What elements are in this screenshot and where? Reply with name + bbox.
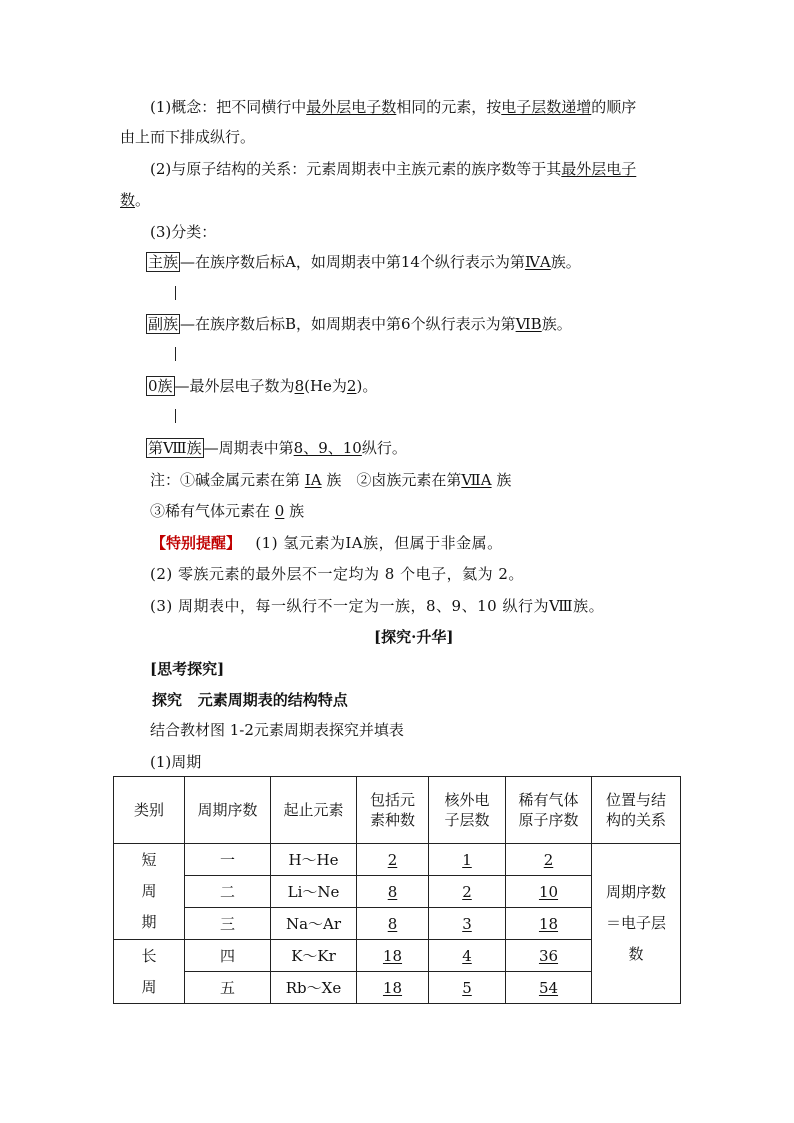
short-period-label: [114, 844, 185, 940]
header-element-count: [357, 777, 429, 844]
relation-cell: [592, 844, 681, 1004]
group-eight-box: 第Ⅷ族: [148, 439, 202, 457]
element-count-value: 18: [382, 978, 403, 997]
classify-zero-group: [146, 376, 377, 396]
start-end-elements: Na～Ar: [271, 908, 357, 940]
zero-group-mid: (He为: [304, 377, 347, 395]
concept-answer-2: 电子层数递增: [501, 98, 592, 116]
shell-count: [429, 908, 506, 940]
start-end-elements: Li～Ne: [271, 876, 357, 908]
reminder-line-1: [151, 533, 503, 553]
period-number: 五: [185, 972, 271, 1004]
header-period-number: 周期序数: [185, 777, 271, 844]
classify-sub-group: [146, 314, 572, 334]
relation-answer-cont: 数: [120, 191, 136, 209]
element-count-value: 18: [382, 946, 403, 965]
concept-answer-1: 最外层电子数: [306, 98, 397, 116]
noble-gas-value: 36: [538, 946, 559, 965]
zero-group-text: —最外层电子数为: [174, 377, 295, 395]
connector-bar-1: [175, 286, 176, 300]
main-group-text: —在族序数后标A，如周期表中第14个纵行表示为第: [180, 253, 525, 271]
relation-line-2: [120, 190, 150, 210]
noble-gas-value: 18: [538, 914, 559, 933]
table-row: [114, 844, 681, 876]
connector-bar-2: [175, 347, 176, 361]
period-sub-heading: (1)周期: [150, 753, 202, 771]
shell-count: [429, 940, 506, 972]
shell-count-value: 1: [462, 850, 472, 869]
concept-line-1: [150, 97, 636, 117]
period-number: 二: [185, 876, 271, 908]
element-count: [357, 940, 429, 972]
classify-heading: (3)分类：: [150, 223, 217, 241]
connector-bar-3: [175, 409, 176, 423]
reminder-tag: 【特别提醒】: [151, 534, 242, 552]
start-end-elements: H～He: [271, 844, 357, 876]
header-noble-gas-text: 稀有气体原子序数: [518, 791, 579, 829]
period-table: [113, 776, 681, 1004]
short-label-char: 期: [141, 913, 157, 931]
element-count-value: 2: [387, 850, 398, 869]
main-group-answer: ⅣA: [524, 253, 551, 271]
header-category: 类别: [114, 777, 185, 844]
reminder-item-2: (2) 零族元素的最外层不一定均为 8 个电子，氦为 2。: [150, 565, 524, 583]
noble-gas-value: 10: [538, 882, 559, 901]
classify-group-eight: [146, 438, 407, 458]
sub-group-text: —在族序数后标B，如周期表中第6个纵行表示为第: [180, 315, 516, 333]
table-header-row: [114, 777, 681, 844]
concept-text-mid: 相同的元素，按: [396, 98, 502, 116]
main-group-end: 族。: [550, 253, 581, 271]
element-count: [357, 972, 429, 1004]
shell-count-value: 3: [462, 914, 472, 933]
shell-count: [429, 876, 506, 908]
header-element-count-text: 包括元素种数: [369, 791, 415, 829]
relation-answer: 最外层电子: [561, 160, 637, 178]
header-shell-count: [429, 777, 506, 844]
relation-line-1: [150, 159, 636, 179]
long-period-label: [114, 940, 185, 1004]
period-number: 三: [185, 908, 271, 940]
relation-line: ＝电子层: [605, 914, 666, 932]
group-eight-end: 纵行。: [361, 439, 407, 457]
shell-count-value: 5: [462, 978, 472, 997]
header-relation: [592, 777, 681, 844]
shell-count: [429, 844, 506, 876]
shell-count: [429, 972, 506, 1004]
long-label-char: 周: [141, 977, 157, 996]
header-relation-text: 位置与结构的关系: [605, 791, 666, 829]
zero-group-answer-1: 8: [294, 377, 305, 395]
note-answer-3: 0: [274, 502, 285, 520]
start-end-elements: Rb～Xe: [271, 972, 357, 1004]
element-count-value: 8: [387, 914, 398, 933]
start-end-elements: K～Kr: [271, 940, 357, 972]
main-group-box: 主族: [148, 253, 179, 271]
note-line-2: [150, 501, 304, 521]
element-count: [357, 844, 429, 876]
instruction-text: 结合教材图 1-2元素周期表探究并填表: [150, 721, 404, 739]
relation-line: 周期序数: [605, 883, 666, 901]
group-eight-text: —周期表中第: [203, 439, 294, 457]
group-eight-answer: 8、9、10: [293, 439, 362, 457]
zero-group-answer-2: 2: [346, 377, 357, 395]
relation-text: (2)与原子结构的关系：元素周期表中主族元素的族序数等于其: [150, 160, 562, 178]
noble-gas-number: [506, 972, 592, 1004]
reminder-item-3: (3) 周期表中，每一纵行不一定为一族，8、9、10 纵行为Ⅷ族。: [150, 597, 605, 615]
concept-line-2: 由上而下排成纵行。: [120, 128, 256, 146]
header-shell-count-text: 核外电子层数: [444, 791, 490, 829]
element-count-value: 8: [387, 882, 398, 901]
header-start-end: 起止元素: [271, 777, 357, 844]
short-label-char: 短: [141, 851, 157, 869]
noble-gas-value: 54: [538, 978, 559, 997]
note-answer-2: ⅦA: [461, 471, 492, 489]
element-count: [357, 876, 429, 908]
reminder-item-1: (1) 氢元素为ⅠA族，但属于非金属。: [255, 534, 503, 552]
note-text: 注：①碱金属元素在第: [150, 471, 301, 489]
noble-gas-number: [506, 940, 592, 972]
note-answer-1: ⅠA: [304, 471, 322, 489]
explore-title: 元素周期表的结构特点: [197, 691, 348, 709]
header-noble-gas: [506, 777, 592, 844]
think-title: [思考探究]: [150, 660, 225, 678]
note-text-mid: 族 ②卤族元素在第: [326, 471, 462, 489]
note-text-end: 族: [496, 471, 512, 489]
note-text-2: ③稀有气体元素在: [150, 502, 271, 520]
classify-main-group: [146, 252, 581, 272]
element-count: [357, 908, 429, 940]
sub-group-answer: ⅥB: [515, 315, 542, 333]
short-label-char: 周: [141, 882, 157, 900]
period-number: 一: [185, 844, 271, 876]
noble-gas-number: [506, 908, 592, 940]
shell-count-value: 2: [462, 882, 472, 901]
period-number: 四: [185, 940, 271, 972]
noble-gas-number: [506, 876, 592, 908]
relation-period: 。: [135, 191, 151, 209]
note-line-1: [150, 470, 511, 490]
sub-group-box: 副族: [148, 315, 179, 333]
concept-text-end: 的顺序: [591, 98, 637, 116]
section-title: [探究·升华]: [374, 628, 454, 646]
noble-gas-value: 2: [543, 850, 554, 869]
sub-group-end: 族。: [541, 315, 572, 333]
noble-gas-number: [506, 844, 592, 876]
note-text-2-end: 族: [289, 502, 305, 520]
zero-group-end: )。: [356, 377, 378, 395]
explore-heading: [152, 690, 348, 710]
shell-count-value: 4: [462, 946, 472, 965]
long-label-char: 长: [141, 946, 157, 965]
explore-label: 探究: [152, 691, 183, 709]
concept-text: (1)概念：把不同横行中: [150, 98, 307, 116]
relation-line: 数: [628, 945, 644, 963]
zero-group-box: 0族: [148, 377, 173, 395]
